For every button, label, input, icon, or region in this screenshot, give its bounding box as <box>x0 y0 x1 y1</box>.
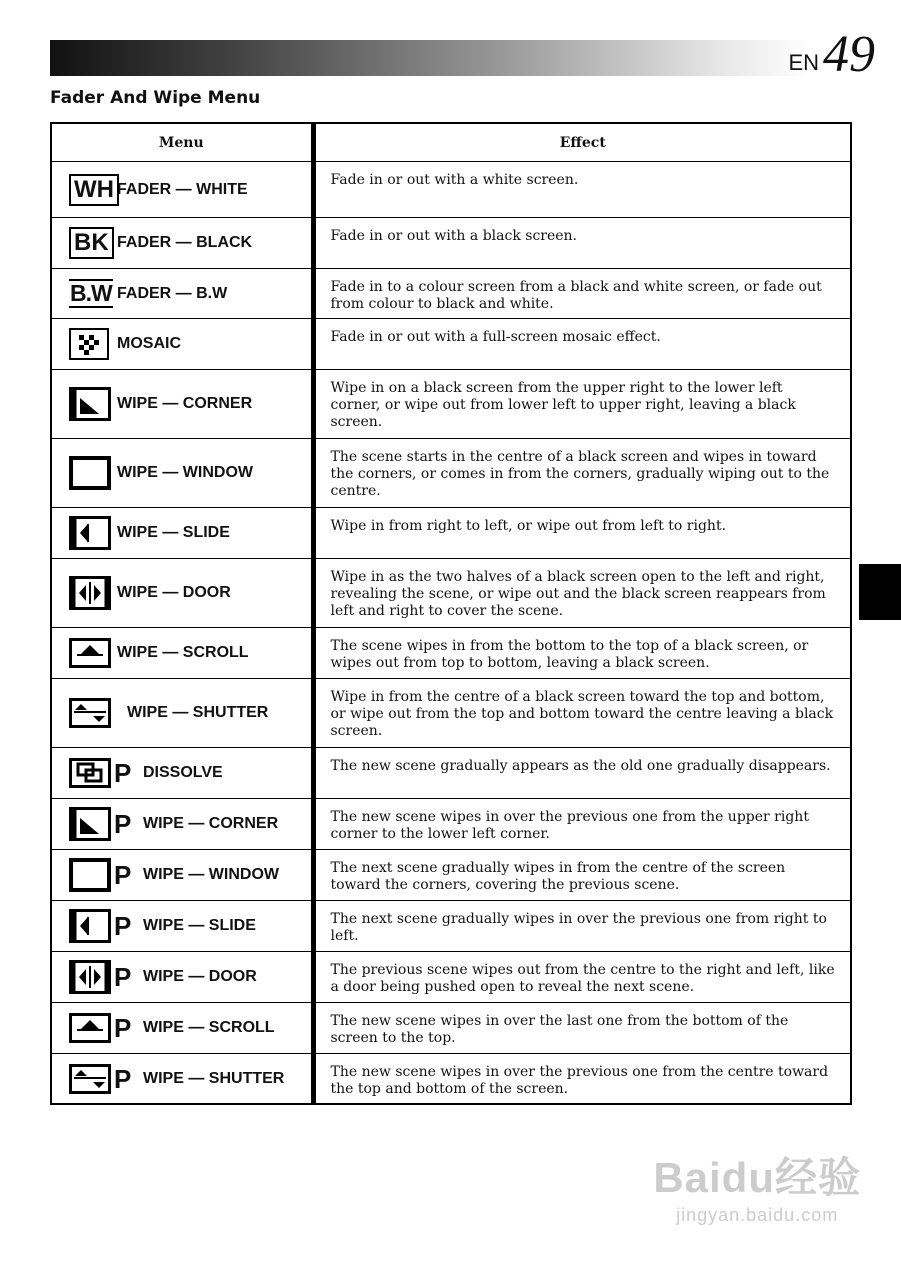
effect-text: Fade in to a colour screen from a black and white screen, or fade out from colour to black and white. <box>330 279 822 312</box>
menu-label: WIPE — SLIDE <box>117 524 230 541</box>
menu-cell <box>51 218 313 269</box>
menu-label: DISSOLVE <box>143 764 223 781</box>
menu-cell <box>51 319 313 370</box>
program-p-icon: P <box>114 911 132 941</box>
slide-icon <box>69 909 111 943</box>
menu-icon-wrap <box>53 576 117 610</box>
section-thumb-tab <box>859 564 901 620</box>
dissolve-icon <box>69 758 111 788</box>
effect-text: The previous scene wipes out from the centre to the right and left, like a door being pushed open to reveal the next scene. <box>330 962 835 995</box>
menu-cell <box>51 679 313 748</box>
menu-cell <box>51 1003 313 1054</box>
effect-cell <box>313 370 851 439</box>
menu-label: WIPE — CORNER <box>117 395 253 412</box>
menu-icon-wrap <box>53 758 143 788</box>
menu-icon-wrap <box>53 328 117 360</box>
effect-cell <box>313 269 851 319</box>
program-p-icon: P <box>114 809 132 839</box>
menu-icon-wrap <box>53 960 143 994</box>
table-row <box>51 799 851 850</box>
effect-text: The next scene gradually wipes in over the previous one from right to left. <box>330 911 827 944</box>
menu-label: WIPE — SHUTTER <box>143 1069 285 1087</box>
menu-cell <box>51 748 313 799</box>
table-row <box>51 269 851 319</box>
menu-cell <box>51 559 313 628</box>
table-row <box>51 1054 851 1105</box>
table-row <box>51 628 851 679</box>
shutter-icon <box>69 1064 111 1094</box>
table-row <box>51 439 851 508</box>
effect-text: Wipe in from the centre of a black screen toward the top and bottom, or wipe out from the top and bottom toward the centre leaving a black screen. <box>330 689 834 739</box>
effect-cell <box>313 1054 851 1105</box>
effect-cell <box>313 559 851 628</box>
shutter-icon <box>69 698 111 728</box>
effect-text: Wipe in on a black screen from the upper right to the lower left corner, or wipe out from lower left to upper right, leaving a black screen. <box>330 380 796 430</box>
menu-cell <box>51 508 313 559</box>
effect-cell <box>313 162 851 218</box>
effect-cell <box>313 952 851 1003</box>
menu-label: WIPE — WINDOW <box>117 464 253 481</box>
window-icon <box>69 858 111 892</box>
bw-icon: B.W <box>70 280 112 306</box>
menu-cell <box>51 1054 313 1105</box>
mosaic-icon <box>69 328 109 360</box>
effect-cell <box>313 508 851 559</box>
menu-label: FADER — WHITE <box>117 180 248 198</box>
fader-wipe-table <box>50 122 852 1105</box>
table-row <box>51 319 851 370</box>
menu-icon-wrap <box>53 638 117 668</box>
effect-text: The new scene wipes in over the previous one from the upper right corner to the lower left corner. <box>330 809 809 842</box>
effect-cell <box>313 679 851 748</box>
menu-cell <box>51 439 313 508</box>
door-icon <box>69 960 111 994</box>
menu-cell <box>51 850 313 901</box>
menu-label: WIPE — DOOR <box>117 584 231 601</box>
page-number-value: 49 <box>823 26 875 83</box>
table-row <box>51 901 851 952</box>
program-p-icon: P <box>114 758 132 788</box>
effect-cell <box>313 319 851 370</box>
menu-cell <box>51 799 313 850</box>
table-row <box>51 952 851 1003</box>
effect-cell <box>313 1003 851 1054</box>
black-icon: BK <box>69 227 114 259</box>
column-header-effect: Effect <box>313 123 851 162</box>
table-row <box>51 850 851 901</box>
effect-text: Fade in or out with a full-screen mosaic effect. <box>330 329 661 345</box>
window-icon <box>69 456 111 490</box>
menu-label: WIPE — SCROLL <box>143 1019 275 1036</box>
program-p-icon: P <box>114 962 132 992</box>
effect-text: The scene wipes in from the bottom to the top of a black screen, or wipes out from top to bottom, leaving a black screen. <box>330 638 809 671</box>
program-p-icon: P <box>114 860 132 890</box>
effect-cell <box>313 799 851 850</box>
menu-icon-wrap <box>53 516 117 550</box>
menu-cell <box>51 370 313 439</box>
menu-icon-wrap <box>53 227 117 259</box>
menu-label: WIPE — SHUTTER <box>127 704 269 721</box>
watermark <box>653 1145 861 1226</box>
effect-cell <box>313 218 851 269</box>
column-header-menu: Menu <box>51 123 313 162</box>
menu-cell <box>51 162 313 218</box>
menu-icon-wrap <box>53 1013 143 1043</box>
effect-text: Fade in or out with a white screen. <box>330 172 579 188</box>
header-gradient-bar <box>50 40 810 76</box>
page-number <box>788 26 875 83</box>
effect-cell <box>313 901 851 952</box>
table-row <box>51 162 851 218</box>
table-row <box>51 218 851 269</box>
menu-cell <box>51 269 313 319</box>
effect-text: The next scene gradually wipes in from the centre of the screen toward the corners, covering the previous scene. <box>330 860 786 893</box>
white-icon: WH <box>69 174 119 206</box>
table-row <box>51 1003 851 1054</box>
menu-label: MOSAIC <box>117 335 181 352</box>
menu-label: FADER — B.W <box>117 284 228 302</box>
watermark-url: jingyan.baidu.com <box>676 1205 839 1225</box>
program-p-icon: P <box>114 1013 132 1043</box>
table-header-row <box>51 123 851 162</box>
menu-label: WIPE — SCROLL <box>117 644 249 661</box>
menu-cell <box>51 901 313 952</box>
table-row <box>51 559 851 628</box>
table-row <box>51 679 851 748</box>
scroll-icon <box>69 638 111 668</box>
effect-cell <box>313 439 851 508</box>
table-row <box>51 748 851 799</box>
menu-icon-wrap <box>53 279 117 308</box>
menu-icon-wrap <box>53 909 143 943</box>
table-row <box>51 370 851 439</box>
effect-text: The new scene wipes in over the last one from the bottom of the screen to the top. <box>330 1013 789 1046</box>
menu-label: WIPE — DOOR <box>143 968 257 985</box>
menu-label: WIPE — SLIDE <box>143 917 256 934</box>
effect-text: The scene starts in the centre of a black screen and wipes in toward the corners, or comes in from the corners, gradually wiping out to the centre. <box>330 449 830 499</box>
corner-icon <box>69 387 111 421</box>
door-icon <box>69 576 111 610</box>
menu-cell <box>51 952 313 1003</box>
corner-icon <box>69 807 111 841</box>
effect-text: Fade in or out with a black screen. <box>330 228 578 244</box>
watermark-brand: Baidu经验 <box>653 1154 861 1201</box>
menu-icon-wrap <box>53 807 143 841</box>
effect-cell <box>313 748 851 799</box>
menu-label: WIPE — WINDOW <box>143 866 279 883</box>
effect-cell <box>313 850 851 901</box>
menu-icon-wrap <box>53 858 143 892</box>
menu-icon-wrap <box>53 387 117 421</box>
effect-text: Wipe in as the two halves of a black screen open to the left and right, revealing the scene, or wipe out and the black screen reappears from left and right to cover the scene. <box>330 569 826 619</box>
menu-label: FADER — BLACK <box>117 234 253 251</box>
slide-icon <box>69 516 111 550</box>
menu-icon-wrap <box>53 698 117 728</box>
effect-text: Wipe in from right to left, or wipe out from left to right. <box>330 518 727 534</box>
program-p-icon: P <box>114 1063 132 1094</box>
menu-icon-wrap <box>53 1064 143 1094</box>
effect-text: The new scene gradually appears as the old one gradually disappears. <box>330 758 831 774</box>
table-body <box>51 162 851 1105</box>
menu-icon-wrap <box>53 174 117 206</box>
page-prefix: EN <box>788 50 819 75</box>
menu-label: WIPE — CORNER <box>143 815 279 832</box>
section-title: Fader And Wipe Menu <box>50 88 261 108</box>
table-row <box>51 508 851 559</box>
scroll-icon <box>69 1013 111 1043</box>
menu-cell <box>51 628 313 679</box>
effect-cell <box>313 628 851 679</box>
effect-text: The new scene wipes in over the previous one from the centre toward the top and bottom of the screen. <box>330 1064 829 1097</box>
menu-icon-wrap <box>53 456 117 490</box>
